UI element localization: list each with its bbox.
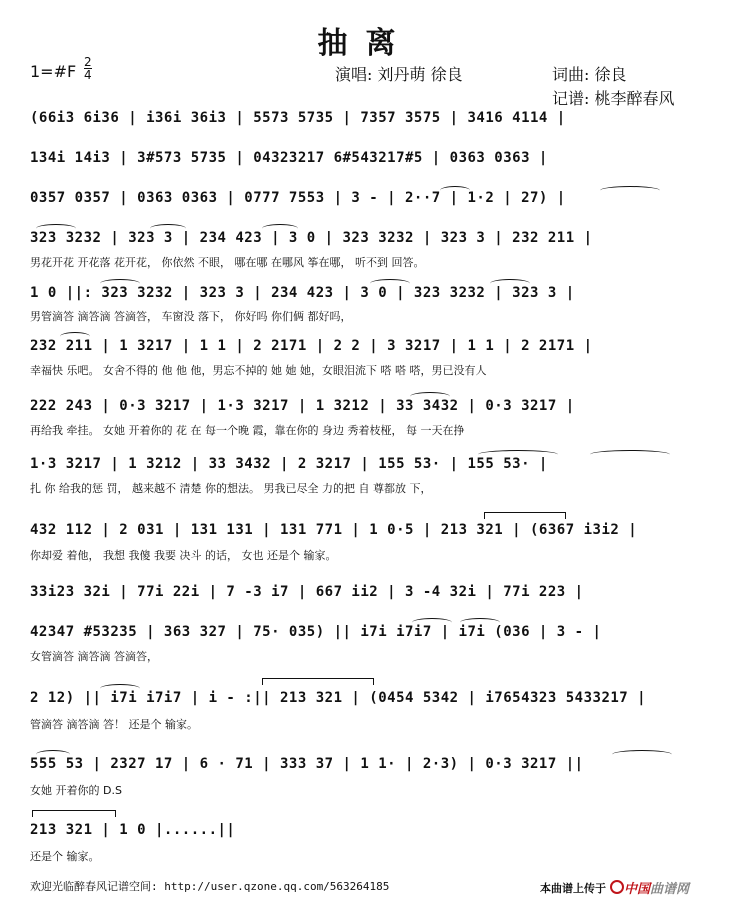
song-title: 抽离 [317, 26, 414, 61]
lyric-row-5: 男管滴答 滴答滴 答滴答， 车窗没 落下， 你好吗 你们俩 都好吗， [30, 310, 352, 323]
score-row-12: 2 12) || i7i i7i7 | i - :|| 213 321 | (0454 5342 | i7654323 5433217 | [30, 690, 647, 706]
triplet-bracket [262, 678, 374, 685]
lyric-row-13: 女她 开着你的 D.S [30, 784, 122, 797]
tie-mark [440, 186, 470, 195]
upload-text: 本曲谱上传于 [540, 882, 606, 895]
score-row-3: 0357 0357 | 0363 0363 | 0777 7553 | 3 - | 2··7 | 1·2 | 27) | [30, 190, 566, 206]
lyric-row-14: 还是个 输家。 [30, 850, 100, 863]
tie-mark [36, 750, 70, 759]
tie-mark [612, 750, 672, 759]
tie-mark [150, 224, 186, 233]
score-row-1: (66i3 6i36 | i36i 36i3 | 5573 5735 | 7357 3575 | 3416 4114 | [30, 110, 566, 126]
lyric-row-6: 幸福快 乐吧。 女舍不得的 他 他 他，男忘不掉的 她 她 她，女眼泪流下 嗒 嗒 嗒，男已没有人 [30, 364, 487, 377]
composer-credit: 词曲: 徐良 [552, 65, 627, 84]
tie-mark [370, 279, 410, 288]
time-signature-top: 2 [84, 55, 92, 69]
score-row-10: 33i23 32i | 77i 22i | 7 -3 i7 | 667 ii2 | 3 -4 32i | 77i 223 | [30, 584, 584, 600]
score-row-11: 42347 #53235 | 363 327 | 75· 035) || i7i i7i7 | i7i (036 | 3 - | [30, 624, 602, 640]
transcriber-credit: 记谱: 桃李醉春风 [552, 89, 675, 108]
site-logo-rest: 曲谱网 [650, 882, 690, 897]
score-row-6: 232 211 | 1 3217 | 1 1 | 2 2171 | 2 2 | 3 3217 | 1 1 | 2 2171 | [30, 338, 593, 354]
time-signature [84, 56, 92, 81]
site-logo-icon [610, 880, 624, 894]
score-row-4: 323 3232 | 323 3 | 234 423 | 3 0 | 323 3232 | 323 3 | 232 211 | [30, 230, 593, 246]
site-logo-main: 中国 [624, 882, 651, 897]
tie-mark [490, 279, 530, 288]
footer-welcome-text: 欢迎光临醉春风记谱空间: http://user.qzone.qq.com/563264185 [30, 880, 390, 893]
score-row-2: 134i 14i3 | 3#573 5735 | 04323217 6#543217#5 | 0363 0363 | [30, 150, 548, 166]
tie-mark [460, 618, 500, 627]
tie-mark [262, 224, 298, 233]
score-row-14: 213 321 | 1 0 |......|| [30, 822, 236, 838]
lyric-row-7: 再给我 牵挂。 女她 开着你的 花 在 每一个晚 霞，靠在你的 身边 秀着枝桠， 每 一天在挣 [30, 424, 465, 437]
triplet-bracket [484, 512, 566, 519]
tie-mark [100, 684, 140, 693]
lyric-row-11: 女管滴答 滴答滴 答滴答， [30, 650, 158, 663]
site-logo[interactable] [624, 878, 689, 897]
tie-mark [36, 224, 76, 233]
score-row-8: 1·3 3217 | 1 3212 | 33 3432 | 2 3217 | 155 53· | 155 53· | [30, 456, 548, 472]
key-signature: 1=#F [30, 62, 77, 81]
tie-mark [100, 279, 140, 288]
tie-mark [60, 332, 90, 341]
lyric-row-9: 你却爱 着他， 我想 我傻 我要 决斗 的话， 女也 还是个 输家。 [30, 549, 337, 562]
tie-mark [600, 186, 660, 195]
lyric-row-12: 管滴答 滴答滴 答！ 还是个 输家。 [30, 718, 198, 731]
tie-mark [412, 618, 452, 627]
tie-mark [410, 392, 450, 401]
score-row-13: 555 53 | 2327 17 | 6 · 71 | 333 37 | 1 1· | 2·3) | 0·3 3217 || [30, 756, 584, 772]
singer-credit: 演唱: 刘丹萌 徐良 [335, 65, 463, 84]
triplet-bracket [32, 810, 116, 817]
score-row-7: 222 243 | 0·3 3217 | 1·3 3217 | 1 3212 | 33 3432 | 0·3 3217 | [30, 398, 575, 414]
lyric-row-4: 男花开花 开花落 花开花， 你依然 不眼， 哪在哪 在哪风 筝在哪， 听不到 回答。 [30, 256, 425, 269]
time-signature-bottom: 4 [84, 68, 92, 82]
tie-mark [478, 450, 558, 459]
score-row-5: 1 0 ||: 323 3232 | 323 3 | 234 423 | 3 0 | 323 3232 | 323 3 | [30, 285, 575, 301]
lyric-row-8: 扎 你 给我的惩 罚， 越来越不 清楚 你的想法。 男我已尽全 力的把 自 尊都放 下， [30, 482, 432, 495]
tie-mark [590, 450, 670, 459]
score-row-9: 432 112 | 2 031 | 131 131 | 131 771 | 1 0·5 | 213 321 | (6367 i3i2 | [30, 522, 638, 538]
